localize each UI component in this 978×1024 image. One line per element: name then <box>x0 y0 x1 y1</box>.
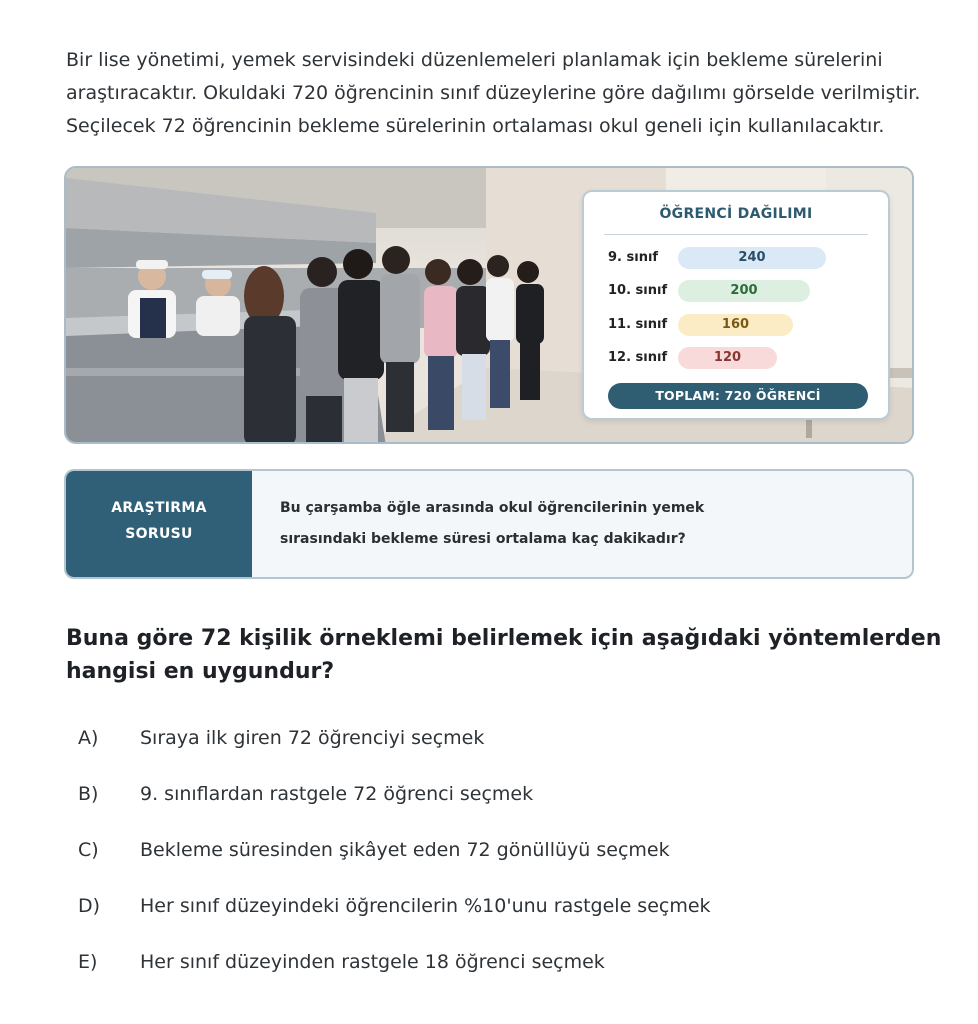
distribution-row-grade-12 <box>608 347 878 369</box>
distribution-row-grade-9 <box>608 247 878 269</box>
grade-count-bar: 120 <box>678 347 777 369</box>
grade-count-bar: 240 <box>678 247 826 269</box>
distribution-divider <box>604 234 868 235</box>
option-key: E) <box>78 951 98 973</box>
research-question-label <box>66 471 252 577</box>
option-key: A) <box>78 727 99 749</box>
research-question-text <box>280 493 900 555</box>
grade-label: 10. sınıf <box>608 283 668 298</box>
research-label-line: SORUSU <box>125 526 193 542</box>
distribution-row-grade-10 <box>608 280 878 302</box>
intro-line: Bir lise yönetimi, yemek servisindeki düzenlemeleri planlamak için bekleme sürelerini <box>66 49 883 71</box>
option-key: B) <box>78 783 99 805</box>
answer-option-d[interactable] <box>78 895 938 925</box>
research-text-line: sırasındaki bekleme süresi ortalama kaç dakikadır? <box>280 531 686 547</box>
intro-paragraph <box>66 44 966 143</box>
research-text-line: Bu çarşamba öğle arasında okul öğrencilerinin yemek <box>280 500 705 516</box>
answer-option-b[interactable] <box>78 783 938 813</box>
distribution-title: ÖĞRENCİ DAĞILIMI <box>659 206 813 222</box>
question-stem <box>66 622 946 688</box>
answer-option-a[interactable] <box>78 727 938 757</box>
grade-label: 9. sınıf <box>608 250 659 265</box>
option-key: D) <box>78 895 101 917</box>
intro-line: Seçilecek 72 öğrencinin bekleme sürelerinin ortalaması okul geneli için kullanılacaktır. <box>66 115 885 137</box>
question-line: hangisi en uygundur? <box>66 659 335 684</box>
option-text: 9. sınıflardan rastgele 72 öğrenci seçmek <box>140 783 534 805</box>
research-label-line: ARAŞTIRMA <box>111 500 207 516</box>
distribution-total-badge: TOPLAM: 720 ÖĞRENCİ <box>608 383 868 409</box>
option-text: Her sınıf düzeyindeki öğrencilerin %10'unu rastgele seçmek <box>140 895 711 917</box>
grade-count-bar: 160 <box>678 314 793 336</box>
intro-line: araştıracaktır. Okuldaki 720 öğrencinin sınıf düzeylerine göre dağılımı görselde verilmiştir. <box>66 82 921 104</box>
option-text: Bekleme süresinden şikâyet eden 72 gönüllüyü seçmek <box>140 839 670 861</box>
grade-label: 12. sınıf <box>608 350 668 365</box>
student-distribution-card <box>582 190 890 420</box>
grade-count-bar: 200 <box>678 280 810 302</box>
distribution-row-grade-11 <box>608 314 878 336</box>
option-text: Sıraya ilk giren 72 öğrenciyi seçmek <box>140 727 485 749</box>
answer-option-c[interactable] <box>78 839 938 869</box>
grade-label: 11. sınıf <box>608 317 668 332</box>
research-question-box <box>64 469 914 579</box>
answer-option-e[interactable] <box>78 951 938 981</box>
option-key: C) <box>78 839 99 861</box>
option-text: Her sınıf düzeyinden rastgele 18 öğrenci seçmek <box>140 951 605 973</box>
question-line: Buna göre 72 kişilik örneklemi belirlemek için aşağıdaki yöntemlerden <box>66 626 942 651</box>
